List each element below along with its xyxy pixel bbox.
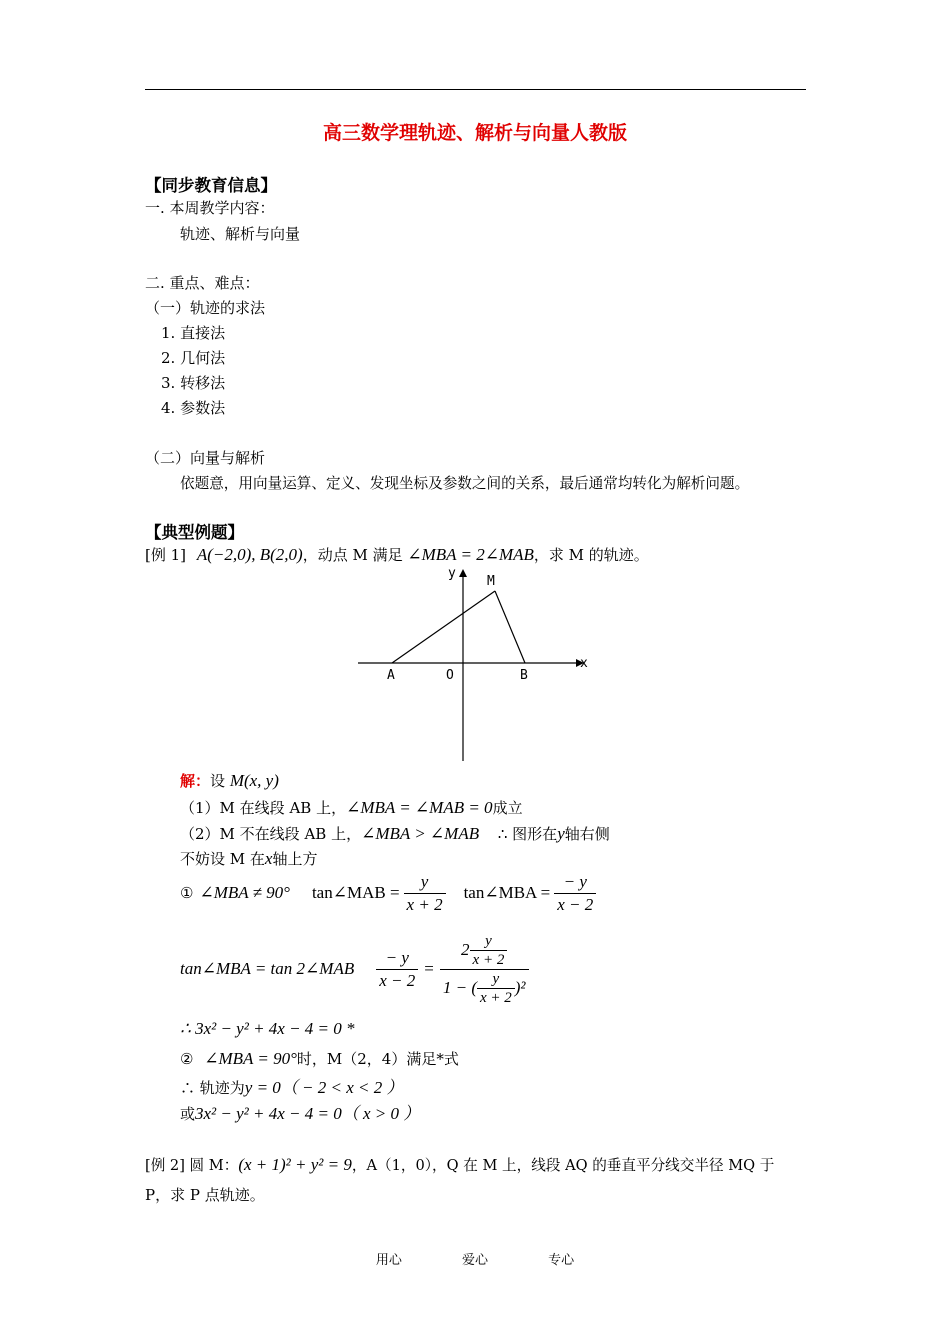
double-angle-lhs-num: − y [376, 947, 418, 970]
example-1-label: [例 1] [145, 546, 187, 564]
c2-condition: ∠MBA = 90° [204, 1049, 297, 1068]
rhs-den-post: )² [514, 978, 526, 997]
tan-mba-den: x − 2 [557, 894, 594, 914]
rhs-den-pre: 1 − ( [442, 978, 477, 997]
content-text: 轨迹、解析与向量 [180, 225, 301, 243]
header-rule [145, 89, 806, 90]
locus-1-expr: y = 0 [244, 1078, 281, 1097]
y-axis-arrow [459, 569, 467, 577]
tan-mba-fraction [554, 871, 596, 916]
solution-tan-line [180, 868, 596, 918]
method-item: 1. 直接法 [161, 324, 226, 342]
example-2-text-a: 圆 M： [189, 1157, 239, 1174]
rhs-num-inner-num: y [470, 932, 508, 951]
solution-assume [180, 848, 317, 869]
c1-condition: ∠MBA ≠ 90° [199, 883, 290, 902]
method-item: 3. 转移法 [161, 374, 226, 392]
case-2-text: （2）M 不在线段 AB 上， [180, 825, 362, 843]
solution-label: 解： [180, 772, 211, 790]
assume-var: x [264, 849, 273, 868]
vector-analysis-text: 依题意，用向量运算、定义、发现坐标及参数之间的关系，最后通常均转化为解析问题。 [180, 475, 750, 492]
solution-locus-1 [180, 1073, 404, 1098]
double-angle-rhs-den [440, 970, 529, 1007]
solution-case-90 [180, 1048, 459, 1069]
locus-2-expr: 3x² − y² + 4x − 4 = 0 [195, 1104, 342, 1123]
solution-case-1 [180, 797, 523, 818]
locus-1-text: ∴ 轨迹为 [180, 1079, 245, 1097]
page-footer [0, 1249, 950, 1268]
solution-set-text: 设 [210, 772, 226, 790]
assume-text-b: 轴上方 [272, 850, 318, 868]
double-angle-eq: tan∠MBA = tan 2∠MAB [180, 959, 355, 978]
subheading-vector-analysis: （二）向量与解析 [145, 449, 266, 467]
document-title: 高三数学理轨迹、解析与向量人教版 [322, 122, 627, 144]
segment-am [392, 591, 495, 663]
method-item: 2. 几何法 [161, 349, 226, 367]
example-1-statement [145, 544, 649, 565]
footer-item: 爱心 [461, 1253, 488, 1268]
case-circle-2: ② [180, 1050, 194, 1068]
rhs-num-inner-fraction [470, 932, 508, 969]
double-angle-lhs-den: x − 2 [379, 970, 416, 990]
tan-mba-lhs: tan∠MBA = [463, 883, 551, 902]
section-examples-heading: 【典型例题】 [145, 523, 244, 542]
label-o: O [446, 668, 454, 683]
example-2-text-b: ，A（1，0），Q 在 M 上，线段 AQ 的垂直平分线交半径 MQ 于 [351, 1157, 775, 1174]
label-x: x [580, 656, 588, 671]
label-b: B [520, 668, 528, 683]
rhs-den-inner-den: x + 2 [479, 989, 512, 1006]
case-1-expr: ∠MBA = ∠MAB = 0 [346, 798, 493, 817]
case-2-expr: ∠MBA > ∠MAB [361, 824, 480, 843]
rhs-den-inner-fraction [477, 970, 515, 1007]
solution-double-angle [180, 922, 529, 1016]
example-2-statement [145, 1154, 774, 1175]
method-item: 4. 参数法 [161, 399, 226, 417]
footer-item: 用心 [375, 1253, 402, 1268]
tan-mab-den: x + 2 [406, 894, 443, 914]
footer-item: 专心 [548, 1253, 575, 1268]
case-circle-1: ① [180, 884, 194, 902]
rhs-den-inner-num: y [477, 970, 515, 989]
segment-mb [495, 591, 525, 663]
label-y: y [448, 566, 456, 581]
content-heading: 一. 本周教学内容： [145, 199, 275, 217]
c2-text: 时，M（2，4）满足*式 [296, 1050, 459, 1068]
solution-result-equation: ∴ 3x² − y² + 4x − 4 = 0 * [180, 1019, 355, 1038]
tan-mba-num: − y [554, 871, 596, 894]
solution-case-2 [180, 823, 610, 844]
tan-mab-lhs: tan∠MAB = [311, 883, 400, 902]
example-1-text-b: ，求 M 的轨迹。 [533, 546, 649, 564]
double-angle-lhs-fraction [376, 947, 418, 992]
tan-mab-fraction [404, 871, 446, 916]
example-2-label: [例 2] [145, 1157, 185, 1174]
label-m: M [487, 574, 495, 589]
double-angle-equals: = [424, 959, 434, 978]
assume-text: 不妨设 M 在 [180, 850, 265, 868]
double-angle-rhs-num [440, 932, 529, 970]
solution-locus-2 [180, 1099, 420, 1124]
case-2-text-b: ∴ 图形在 [497, 825, 558, 843]
example-1-condition: ∠MBA = 2∠MAB [407, 545, 534, 564]
solution-intro [180, 770, 279, 791]
example-2-circle: (x + 1)² + y² = 9 [238, 1155, 352, 1174]
example-1-text-a: ，动点 M 满足 [302, 546, 403, 564]
case-1-text: （1）M 在线段 AB 上， [180, 799, 347, 817]
case-2-var: y [557, 824, 565, 843]
case-2-text-c: 轴右侧 [564, 825, 610, 843]
locus-2-range: （ x > 0 ） [341, 1104, 421, 1123]
locus-2-text: 或 [180, 1105, 196, 1123]
rhs-num-coef: 2 [461, 940, 470, 959]
subheading-locus-methods: （一）轨迹的求法 [145, 299, 266, 317]
label-a: A [387, 668, 395, 683]
case-1-text-b: 成立 [492, 799, 523, 817]
solution-point-m: M(x, y) [229, 771, 279, 790]
tan-mab-num: y [404, 871, 446, 894]
double-angle-rhs-fraction [440, 932, 529, 1007]
example-1-figure [350, 563, 600, 763]
section-sync-heading: 【同步教育信息】 [145, 176, 277, 195]
key-heading: 二. 重点、难点： [145, 274, 260, 292]
example-1-points: A(−2,0), B(2,0) [196, 545, 303, 564]
example-2-statement-cont: P，求 P 点轨迹。 [145, 1186, 265, 1204]
rhs-num-inner-den: x + 2 [472, 951, 505, 968]
locus-1-range: （ − 2 < x < 2 ） [280, 1078, 404, 1097]
